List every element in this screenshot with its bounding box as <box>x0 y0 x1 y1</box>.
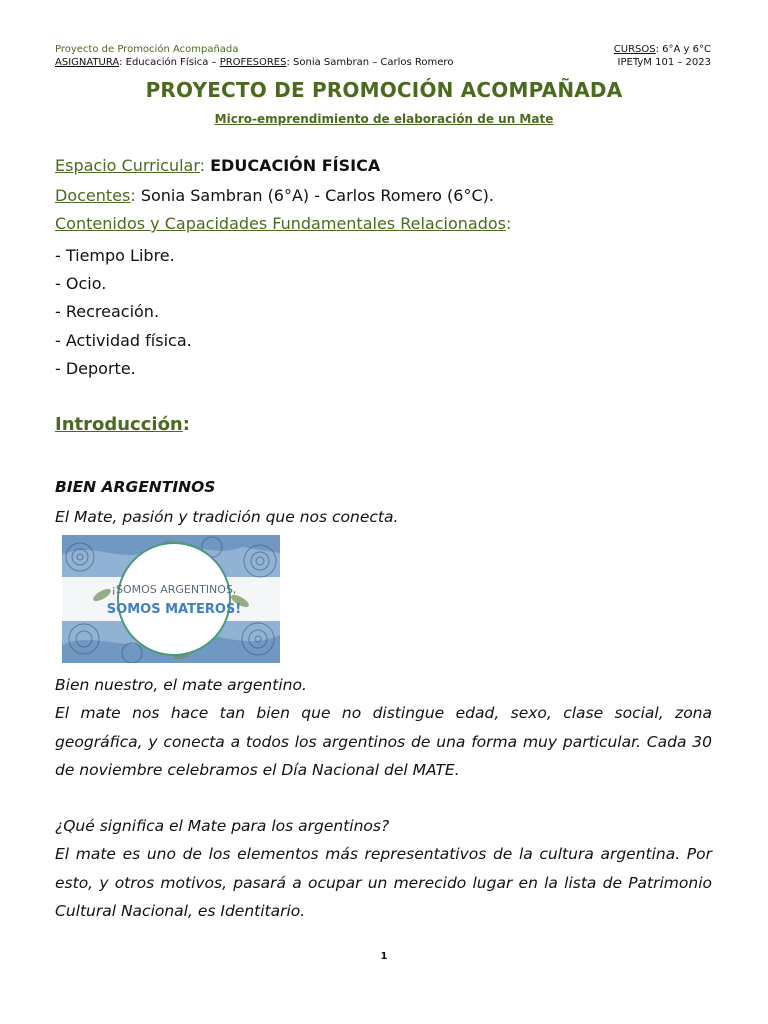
contenidos-line: Contenidos y Capacidades Fundamentales Relacionados: <box>55 214 512 233</box>
header-left <box>55 43 453 69</box>
document-subtitle: Micro-emprendimiento de elaboración de un Mate <box>214 112 554 126</box>
para1-body: El mate nos hace tan bien que no distingue edad, sexo, clase social, zona geográfica, y conecta a todos los argentinos de una forma muy particular. Cada 30 de noviembre celebramos el Día Nacional del MATE. <box>55 704 712 779</box>
docentes-line: Docentes: Sonia Sambran (6°A) - Carlos Romero (6°C). <box>55 186 494 205</box>
header-project: Proyecto de Promoción Acompañada <box>55 44 239 55</box>
docentes-label: Docentes <box>55 186 131 205</box>
somos-materos-image <box>62 535 280 663</box>
header-subject-line: ASIGNATURA: Educación Física – PROFESORES: Sonia Sambran – Carlos Romero <box>55 57 454 68</box>
para1-title: Bien nuestro, el mate argentino. <box>55 676 307 694</box>
header-courses-line: CURSOS: 6°A y 6°C <box>613 44 711 55</box>
para2-body: El mate es uno de los elementos más representativos de la cultura argentina. Por esto, y otros motivos, pasará a ocupar un merecido lugar en la lista de Patrimonio Cultural Nacional, es Identitario. <box>55 845 712 920</box>
docentes-value: Sonia Sambran (6°A) - Carlos Romero (6°C). <box>140 186 494 205</box>
header-right <box>614 43 711 69</box>
page-number: 1 <box>380 951 388 962</box>
document-title: PROYECTO DE PROMOCIÓN ACOMPAÑADA <box>145 78 623 102</box>
list-item: - Tiempo Libre. <box>55 246 175 265</box>
banner-text-line2: SOMOS MATEROS! <box>106 602 242 617</box>
espacio-label: Espacio Curricular <box>55 156 200 175</box>
contents-list <box>55 242 192 383</box>
header-profesores-value: Sonia Sambran – Carlos Romero <box>293 57 454 68</box>
introduction-heading: Introducción: <box>55 414 190 435</box>
header-profesores-label: PROFESORES <box>219 57 287 68</box>
list-item: - Deporte. <box>55 358 136 378</box>
contenidos-label: Contenidos y Capacidades Fundamentales Relacionados <box>55 214 506 233</box>
list-item: - Ocio. <box>55 274 107 294</box>
para2-title: ¿Qué significa el Mate para los argentinos? <box>55 817 390 835</box>
mate-banner-illustration <box>62 535 280 663</box>
header-cursos-label: CURSOS <box>613 44 656 55</box>
intro-label: Introducción <box>55 414 183 435</box>
header-asignatura-value: Educación Física <box>125 57 209 68</box>
bien-argentinos-title: BIEN ARGENTINOS <box>55 478 216 496</box>
list-item: - Actividad física. <box>55 330 192 350</box>
banner-text-line1: ¡SOMOS ARGENTINOS, <box>111 583 237 596</box>
header-cursos-value: 6°A y 6°C <box>662 44 711 55</box>
header-school: IPETyM 101 – 2023 <box>617 57 711 68</box>
espacio-value: EDUCACIÓN FÍSICA <box>210 156 381 175</box>
espacio-curricular-line: Espacio Curricular: EDUCACIÓN FÍSICA <box>55 156 381 175</box>
bien-argentinos-subtitle: El Mate, pasión y tradición que nos conecta. <box>55 508 399 526</box>
header-asignatura-label: ASIGNATURA <box>55 57 120 68</box>
list-item: - Recreación. <box>55 302 160 322</box>
